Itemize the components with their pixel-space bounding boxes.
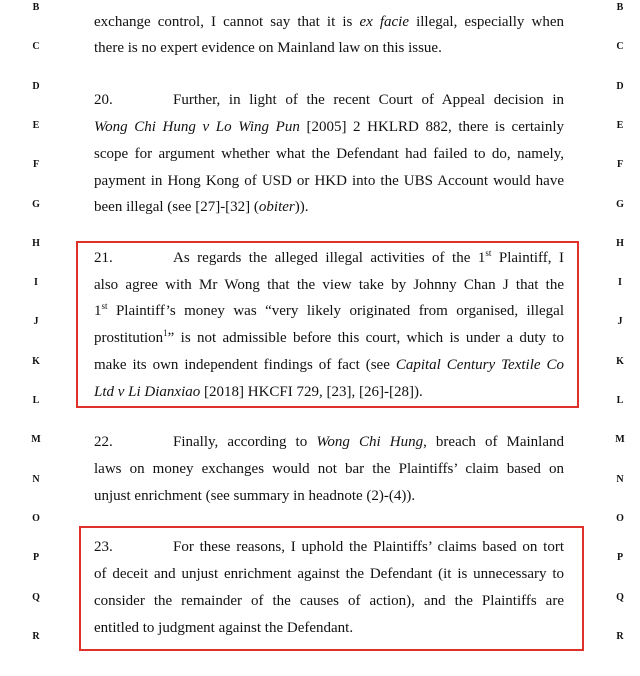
margin-letter-right-j: J	[617, 316, 623, 328]
text-line: unjust enrichment (see summary in headnote (2)-(4)).	[94, 488, 416, 504]
margin-letter-right-o: O	[616, 512, 624, 524]
margin-letter-left-b: B	[32, 2, 40, 13]
margin-letter-right-p: P	[616, 552, 624, 564]
margin-letter-left-q: Q	[32, 591, 40, 603]
margin-letter-left-c: C	[32, 41, 40, 53]
margin-letter-right-g: G	[616, 198, 624, 210]
paragraph-number: 20.	[94, 92, 113, 108]
text-line: make its own independent findings of fact (see Capital Century Textile Co	[94, 357, 564, 373]
text-line: 1st Plaintiff’s money was “very likely originated from organised, illegal	[94, 301, 564, 319]
text-line: 22. Finally, according to Wong Chi Hung, breach of Mainland	[94, 434, 565, 450]
margin-letter-left-l: L	[32, 395, 40, 406]
margin-letter-left-g: G	[32, 198, 40, 210]
margin-letter-right-c: C	[616, 41, 624, 53]
margin-letter-left-o: O	[32, 512, 40, 524]
margin-letter-right-n: N	[616, 473, 624, 485]
margin-letter-right-b: B	[616, 2, 624, 13]
margin-letter-left-n: N	[32, 473, 40, 485]
margin-letter-right-r: R	[616, 630, 624, 642]
text-line: prostitution$^1$” is not admissible before this court, which is under a duty to	[94, 328, 564, 346]
text-line: consider the remainder of the causes of action), and the Plaintiffs are	[94, 593, 564, 609]
text-line: 23. For these reasons, I uphold the Plaintiffs’ claims based on tort	[94, 539, 564, 555]
text-line: scope for argument whether what the Defendant had failed to do, namely,	[94, 146, 564, 162]
paragraph-number: 23.	[94, 539, 113, 555]
margin-letter-right-e: E	[616, 119, 624, 131]
paragraph-number: 21.	[94, 250, 113, 266]
margin-letter-left-r: R	[32, 630, 40, 642]
margin-letter-right-l: L	[616, 395, 624, 406]
text-line: payment in Hong Kong of USD or HKD into the UBS Account would have	[94, 173, 564, 189]
margin-letter-right-k: K	[616, 355, 624, 367]
text-line: entitled to judgment against the Defendant.	[94, 620, 354, 636]
text-line: Ltd v Li Dianxiao [2018] HKCFI 729, [23], [26]-[28]).	[94, 384, 423, 400]
paragraph-number: 22.	[94, 434, 113, 450]
margin-letter-left-d: D	[32, 80, 40, 92]
footnote-marker: 1	[163, 328, 168, 338]
margin-letter-right-f: F	[616, 159, 624, 171]
margin-letter-right-q: Q	[616, 591, 624, 603]
text-line: 20. Further, in light of the recent Court of Appeal decision in	[94, 92, 564, 108]
margin-letter-right-i: I	[618, 277, 622, 289]
text-line: exchange control, I cannot say that it is ex facie illegal, especially when	[94, 14, 564, 30]
margin-letter-right-d: D	[616, 80, 624, 92]
margin-letter-left-f: F	[32, 159, 40, 171]
text-line: Wong Chi Hung v Lo Wing Pun [2005] 2 HKLRD 882, there is certainly	[94, 119, 565, 135]
margin-letter-left-p: P	[32, 552, 40, 564]
margin-letter-left-k: K	[32, 355, 40, 367]
margin-letter-left-h: H	[32, 237, 40, 249]
margin-letter-right-m: M	[615, 434, 625, 446]
margin-letter-right-h: H	[616, 237, 624, 249]
text-line: laws on money exchanges would not bar the Plaintiffs’ claim based on	[94, 461, 564, 477]
margin-letter-left-e: E	[32, 119, 40, 131]
margin-letter-left-j: J	[33, 316, 39, 328]
margin-letter-left-i: I	[34, 277, 38, 289]
margin-letter-left-m: M	[31, 434, 41, 446]
text-line: 21. As regards the alleged illegal activities of the 1st Plaintiff, I	[94, 248, 564, 266]
text-line: also agree with Mr Wong that the view take by Johnny Chan J that the	[94, 277, 564, 293]
text-line: there is no expert evidence on Mainland law on this issue.	[94, 40, 442, 56]
text-line: been illegal (see [27]-[32] (obiter)).	[94, 199, 309, 215]
text-line: of deceit and unjust enrichment against the Defendant (it is unnecessary to	[94, 566, 564, 582]
